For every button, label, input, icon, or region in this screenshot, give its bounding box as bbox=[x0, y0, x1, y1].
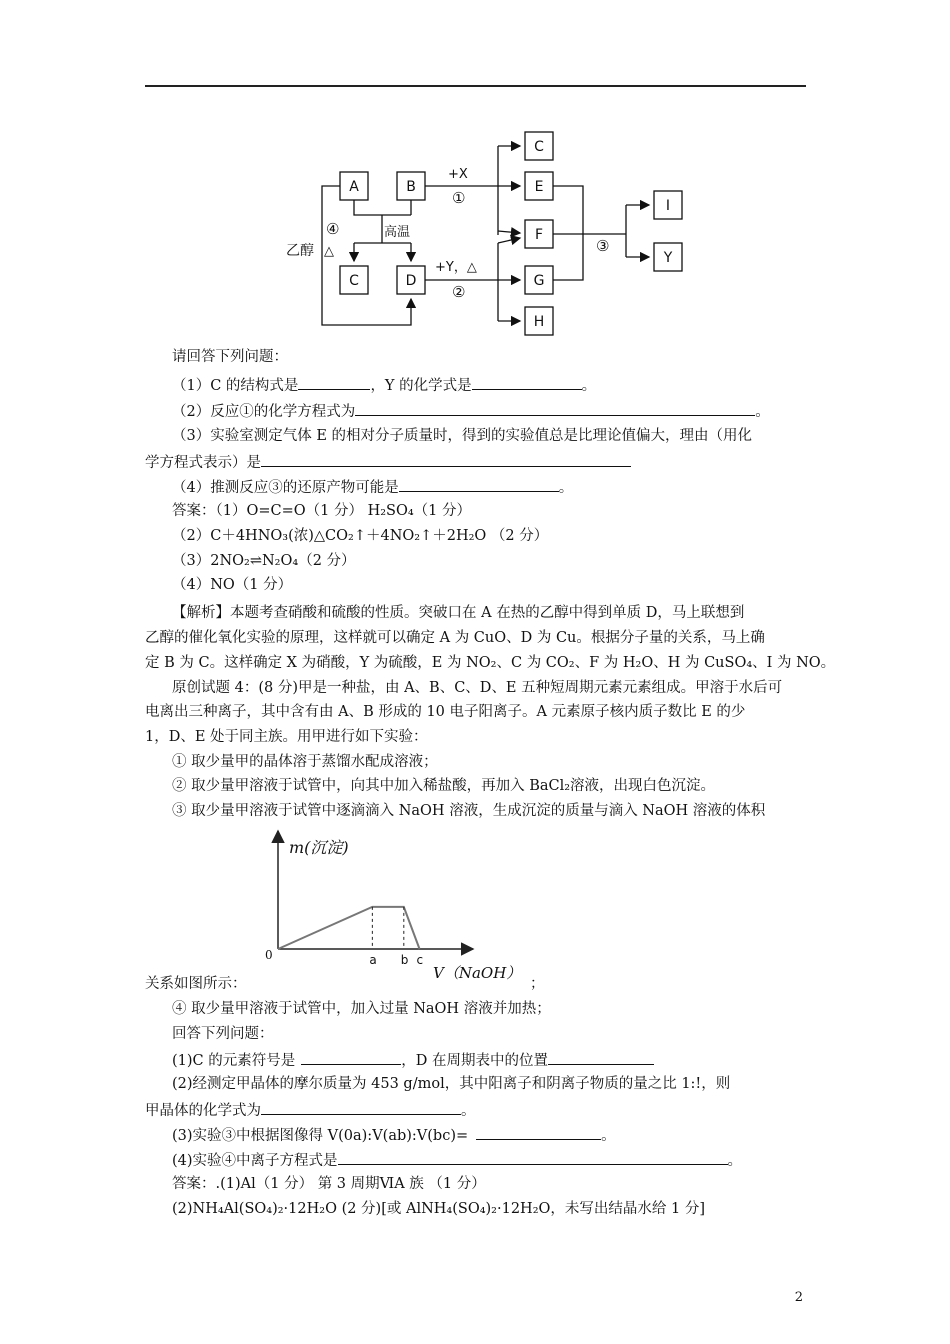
reaction-flow-diagram bbox=[280, 125, 700, 340]
box-d-label: D bbox=[405, 273, 417, 289]
question-3-line2 bbox=[145, 452, 631, 472]
q4-text-b: 。 bbox=[558, 480, 574, 496]
box-h-label: H bbox=[533, 314, 545, 330]
label-triangle: △ bbox=[324, 244, 334, 259]
x-tick-a: a bbox=[369, 953, 377, 967]
p4q2-blank[interactable] bbox=[261, 1100, 461, 1115]
analysis-line-3: 定 B 为 C。这样确定 X 为硝酸，Y 为硫酸，E 为 NO₂、C 为 CO₂、F 为 H₂O、H 为 CuSO₄、I 为 NO。 bbox=[145, 655, 836, 671]
answer-2: （2）C＋4HNO₃(浓)△CO₂↑＋4NO₂↑＋2H₂O （2 分） bbox=[172, 528, 549, 544]
question-3-line1: （3）实验室测定气体 E 的相对分子质量时，得到的实验值总是比理论值偏大，理由（用化 bbox=[172, 428, 753, 444]
q2-blank[interactable] bbox=[355, 401, 755, 416]
step-3: ③ 取少量甲溶液于试管中逐滴滴入 NaOH 溶液，生成沉淀的质量与滴入 NaOH 溶液的体积 bbox=[172, 803, 766, 819]
p4q4-text-a: (4)实验④中离子方程式是 bbox=[172, 1153, 338, 1169]
label-circle-2: ② bbox=[452, 283, 466, 301]
question-1 bbox=[172, 375, 596, 395]
x-axis-label: V（NaOH） bbox=[433, 964, 522, 982]
q3-blank[interactable] bbox=[261, 452, 631, 467]
q3-text-b: 学方程式表示）是 bbox=[145, 455, 261, 471]
problem4-line-1: 原创试题 4：(8 分)甲是一种盐，由 A、B、C、D、E 五种短周期元素元素组成。甲溶于水后可 bbox=[172, 680, 783, 696]
q4-blank[interactable] bbox=[399, 477, 559, 492]
p4q1-blank-a[interactable] bbox=[301, 1050, 401, 1065]
q2-text-a: （2）反应①的化学方程式为 bbox=[172, 404, 356, 420]
label-circle-3: ③ bbox=[596, 237, 610, 255]
analysis-line-2: 乙醇的催化氧化实验的原理，这样就可以确定 A 为 CuO、D 为 Cu。根据分子量的关系，马上确 bbox=[145, 630, 765, 646]
question-2 bbox=[172, 401, 770, 421]
answer-3: （3）2NO₂⇌N₂O₄（2 分） bbox=[172, 553, 356, 569]
p4-question-2-line2 bbox=[145, 1100, 476, 1120]
p4-question-3 bbox=[172, 1125, 616, 1145]
p4q3-blank[interactable] bbox=[476, 1125, 601, 1140]
q4-text-a: （4）推测反应③的还原产物可能是 bbox=[172, 480, 399, 496]
p4q3-text-b: 。 bbox=[601, 1128, 616, 1144]
label-circle-1: ① bbox=[452, 189, 466, 207]
p4-answer-1: 答案：.(1)Al（1 分） 第 3 周期ⅥA 族 （1 分） bbox=[172, 1176, 486, 1192]
x-tick-c: c bbox=[416, 953, 424, 967]
p4q1-blank-b[interactable] bbox=[548, 1050, 654, 1065]
origin-label: 0 bbox=[265, 948, 273, 962]
header-rule bbox=[145, 85, 806, 87]
step-3-continued: 关系如图所示： bbox=[145, 976, 247, 992]
box-c-left-label: C bbox=[349, 273, 359, 289]
q1-text-a: （1）C 的结构式是 bbox=[172, 378, 299, 394]
q1-blank-b[interactable] bbox=[472, 375, 582, 390]
step-3-semicolon: ； bbox=[530, 976, 545, 992]
precipitate-line bbox=[278, 907, 420, 949]
step-1: ① 取少量甲的晶体溶于蒸馏水配成溶液； bbox=[172, 754, 438, 770]
p4q4-text-b: 。 bbox=[727, 1153, 743, 1169]
step-2: ② 取少量甲溶液于试管中，向其中加入稀盐酸，再加入 BaCl₂溶液，出现白色沉淀。 bbox=[172, 778, 716, 794]
p4q2-text-c: 。 bbox=[461, 1103, 476, 1119]
x-tick-b: b bbox=[400, 953, 409, 967]
box-b-label: B bbox=[406, 179, 416, 195]
step-4: ④ 取少量甲溶液于试管中，加入过量 NaOH 溶液并加热； bbox=[172, 1001, 551, 1017]
label-plus-x: +X bbox=[448, 167, 468, 182]
problem4-line-2: 电离出三种离子，其中含有由 A、B 形成的 10 电子阳离子。A 元素原子核内质子数比 E 的少 bbox=[145, 704, 746, 720]
p4-question-4 bbox=[172, 1150, 742, 1170]
p4q1-text-a: (1)C 的元素符号是 bbox=[172, 1053, 296, 1069]
box-g-label: G bbox=[533, 273, 545, 289]
problem4-line-3: 1，D、E 处于同主族。用甲进行如下实验： bbox=[145, 729, 428, 745]
label-high-temp: 高温 bbox=[384, 225, 411, 240]
q2-text-b: 。 bbox=[755, 404, 770, 420]
p4-question-2-line1: (2)经测定甲晶体的摩尔质量为 453 g/mol，其中阳离子和阴离子物质的量之比 1:!，则 bbox=[172, 1076, 731, 1092]
intro-line: 请回答下列问题： bbox=[172, 349, 288, 365]
label-circle-4: ④ bbox=[326, 220, 340, 238]
q1-blank-a[interactable] bbox=[298, 375, 370, 390]
box-i-label: I bbox=[665, 198, 671, 214]
box-f-label: F bbox=[534, 227, 544, 243]
answer-1: 答案：（1）O=C=O（1 分） H₂SO₄（1 分） bbox=[172, 503, 472, 519]
answer-4: （4）NO（1 分） bbox=[172, 577, 293, 593]
label-plus-y: +Y，△ bbox=[435, 260, 477, 275]
q1-text-c: 。 bbox=[581, 378, 597, 394]
q1-text-b: ，Y 的化学式是 bbox=[370, 378, 472, 394]
ask-line: 回答下列问题： bbox=[172, 1026, 274, 1042]
analysis-line-1: 【解析】本题考查硝酸和硫酸的性质。突破口在 A 在热的乙醇中得到单质 D，马上联想到 bbox=[172, 605, 745, 621]
y-axis-label: m(沉淀) bbox=[289, 838, 349, 857]
box-e-label: E bbox=[534, 179, 544, 195]
p4q3-text-a: (3)实验③中根据图像得 V(0a):V(ab):V(bc)= bbox=[172, 1128, 469, 1144]
question-4 bbox=[172, 477, 573, 497]
p4-question-1 bbox=[172, 1050, 654, 1070]
box-c-right-label: C bbox=[534, 139, 544, 155]
box-y-label: Y bbox=[663, 250, 673, 266]
page-number: 2 bbox=[794, 1290, 803, 1305]
label-ethanol: 乙醇 bbox=[286, 243, 314, 259]
p4q4-blank[interactable] bbox=[338, 1150, 728, 1165]
p4q2-text-b: 甲晶体的化学式为 bbox=[145, 1103, 261, 1119]
precipitate-chart bbox=[255, 825, 545, 985]
p4q1-text-b: ，D 在周期表中的位置 bbox=[401, 1053, 548, 1069]
box-a-label: A bbox=[349, 179, 359, 195]
p4-answer-2: (2)NH₄Al(SO₄)₂·12H₂O (2 分)[或 AlNH₄(SO₄)₂·12H₂O，未写出结晶水给 1 分] bbox=[172, 1201, 706, 1217]
